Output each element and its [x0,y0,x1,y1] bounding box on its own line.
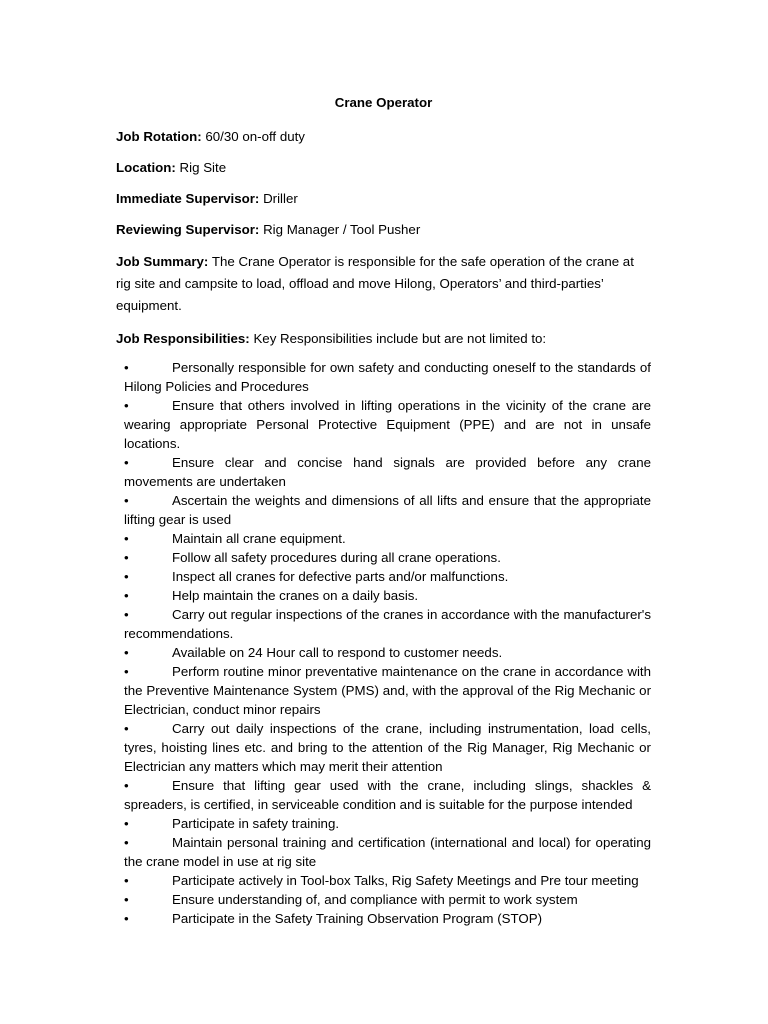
field-value: Rig Manager / Tool Pusher [263,222,421,237]
list-item [124,814,651,833]
job-summary [116,251,651,317]
field-location [116,158,651,177]
list-item [124,909,651,928]
bullet-icon: • [124,645,129,660]
list-item-text: Help maintain the cranes on a daily basis. [172,588,419,603]
bullet-icon: • [124,835,129,850]
list-item-text: Carry out daily inspections of the crane, including instrumentation, load cells, tyres, hoisting lines etc. and bring to the attention of the Rig Manager, Rig Mechanic or Electrician any matters which may merit their attention [124,721,651,774]
list-item [124,776,651,814]
bullet-icon: • [124,873,129,888]
bullet-icon: • [124,911,129,926]
list-item-text: Maintain personal training and certification (international and local) for operating the crane model in use at rig site [124,835,651,869]
field-reviewing-supervisor [116,220,651,239]
field-value: Rig Site [179,160,227,175]
bullet-icon: • [124,816,129,831]
bullet-icon: • [124,607,129,622]
list-item-text: Ensure clear and concise hand signals are provided before any crane movements are undertaken [124,455,651,489]
document-content [116,93,651,928]
list-item-text: Participate in safety training. [172,816,340,831]
list-item [124,871,651,890]
field-label: Reviewing Supervisor: [116,222,260,237]
bullet-icon: • [124,493,129,508]
field-immediate-supervisor [116,189,651,208]
bullet-icon: • [124,569,129,584]
bullet-icon: • [124,778,129,793]
list-item-text: Perform routine minor preventative maintenance on the crane in accordance with the Preventive Maintenance System (PMS) and, with the approval of the Rig Mechanic or Electrician, conduct minor repairs [124,664,651,717]
field-value: 60/30 on-off duty [205,129,305,144]
list-item [124,396,651,453]
summary-text: The Crane Operator is responsible for the safe operation of the crane at rig site and campsite to load, offload and move Hilong, Operators’ and third-parties’ equipment. [116,254,634,313]
list-item [124,491,651,529]
field-label: Job Rotation: [116,129,202,144]
bullet-icon: • [124,550,129,565]
list-item-text: Follow all safety procedures during all crane operations. [172,550,501,565]
list-item [124,453,651,491]
list-item [124,529,651,548]
list-item-text: Ensure that lifting gear used with the crane, including slings, shackles & spreaders, is certified, in serviceable condition and is suitable for the purpose intended [124,778,651,812]
list-item-text: Ensure understanding of, and compliance with permit to work system [172,892,578,907]
responsibilities-label: Job Responsibilities: [116,331,250,346]
responsibilities-intro: Key Responsibilities include but are not limited to: [253,331,547,346]
list-item [124,548,651,567]
field-job-rotation [116,127,651,146]
list-item-text: Participate actively in Tool-box Talks, Rig Safety Meetings and Pre tour meeting [172,873,639,888]
field-value: Driller [263,191,298,206]
list-item [124,719,651,776]
bullet-icon: • [124,664,129,679]
responsibilities-list [116,358,651,928]
field-label: Location: [116,160,176,175]
bullet-icon: • [124,892,129,907]
list-item-text: Maintain all crane equipment. [172,531,346,546]
list-item-text: Ascertain the weights and dimensions of all lifts and ensure that the appropriate lifting gear is used [124,493,651,527]
list-item-text: Available on 24 Hour call to respond to customer needs. [172,645,503,660]
bullet-icon: • [124,398,129,413]
list-item-text: Personally responsible for own safety and conducting oneself to the standards of Hilong Policies and Procedures [124,360,651,394]
document-title: Crane Operator [334,95,433,110]
bullet-icon: • [124,588,129,603]
bullet-icon: • [124,531,129,546]
list-item [124,586,651,605]
list-item [124,567,651,586]
bullet-icon: • [124,360,129,375]
field-label: Immediate Supervisor: [116,191,260,206]
list-item-text: Ensure that others involved in lifting operations in the vicinity of the crane are wearing appropriate Personal Protective Equipment (PPE) and are not in unsafe locations. [124,398,651,451]
job-responsibilities-heading [116,329,651,348]
list-item-text: Inspect all cranes for defective parts and/or malfunctions. [172,569,509,584]
list-item [124,890,651,909]
list-item-text: Participate in the Safety Training Observation Program (STOP) [172,911,543,926]
list-item [124,605,651,643]
list-item-text: Carry out regular inspections of the cranes in accordance with the manufacturer's recommendations. [124,607,651,641]
summary-label: Job Summary: [116,254,209,269]
bullet-icon: • [124,455,129,470]
bullet-icon: • [124,721,129,736]
list-item [124,662,651,719]
list-item [124,643,651,662]
list-item [124,833,651,871]
list-item [124,358,651,396]
